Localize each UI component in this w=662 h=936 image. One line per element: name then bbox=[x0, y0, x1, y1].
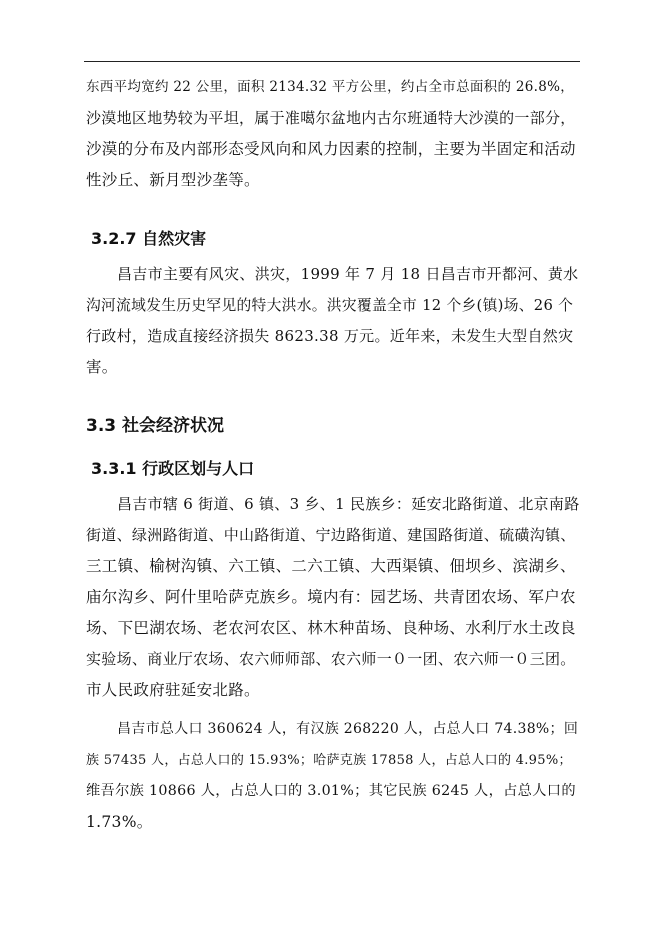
text-line: 1.73%。 bbox=[86, 813, 153, 831]
heading-3-2-7: 3.2.7 自然灾害 bbox=[91, 229, 207, 248]
heading-3-3: 3.3 社会经济状况 bbox=[86, 416, 225, 436]
text-line: 昌吉市辖 6 街道、6 镇、3 乡、1 民族乡：延安北路街道、北京南路 bbox=[117, 495, 580, 513]
heading-3-3-1: 3.3.1 行政区划与人口 bbox=[91, 459, 255, 478]
text-line: 东西平均宽约 22 公里，面积 2134.32 平方公里，约占全市总面积的 26.8%， bbox=[86, 79, 575, 95]
text-line: 市人民政府驻延安北路。 bbox=[86, 681, 260, 699]
admin-division-paragraph bbox=[86, 489, 580, 706]
page-content bbox=[86, 72, 580, 838]
population-paragraph bbox=[86, 714, 580, 838]
text-line: 沙漠的分布及内部形态受风向和风力因素的控制，主要为半固定和活动 bbox=[86, 140, 576, 158]
text-line: 沙漠地区地势较为平坦，属于准噶尔盆地内古尔班通特大沙漠的一部分， bbox=[86, 109, 576, 127]
text-line: 族 57435 人，占总人口的 15.93%；哈萨克族 17858 人，占总人口的 4.95%； bbox=[86, 753, 572, 768]
text-line: 三工镇、榆树沟镇、六工镇、二六工镇、大西渠镇、佃坝乡、滨湖乡、 bbox=[86, 557, 576, 575]
text-line: 昌吉市主要有风灾、洪灾，1999 年 7 月 18 日昌吉市开都河、黄水 bbox=[117, 265, 579, 283]
text-line: 沟河流域发生历史罕见的特大洪水。洪灾覆盖全市 12 个乡(镇)场、26 个 bbox=[86, 297, 574, 314]
text-line: 庙尔沟乡、阿什里哈萨克族乡。境内有：园艺场、共青团农场、军户农 bbox=[86, 588, 576, 606]
text-line: 行政村，造成直接经济损失 8623.38 万元。近年来，未发生大型自然灾 bbox=[86, 327, 574, 345]
text-line: 性沙丘、新月型沙垄等。 bbox=[86, 171, 260, 189]
intro-paragraph bbox=[86, 72, 580, 196]
text-line: 害。 bbox=[86, 358, 118, 376]
natural-disaster-paragraph bbox=[86, 259, 580, 383]
text-line: 维吾尔族 10866 人，占总人口的 3.01%；其它民族 6245 人，占总人口的 bbox=[86, 783, 576, 799]
text-line: 场、下巴湖农场、老农河农区、林木种苗场、良种场、水利厅水土改良 bbox=[86, 619, 576, 637]
text-line: 街道、绿洲路街道、中山路街道、宁边路街道、建国路街道、硫磺沟镇、 bbox=[86, 526, 576, 544]
text-line: 昌吉市总人口 360624 人，有汉族 268220 人，占总人口 74.38%；回 bbox=[117, 721, 579, 737]
text-line: 实验场、商业厅农场、农六师师部、农六师一０一团、农六师一０三团。 bbox=[86, 650, 576, 668]
header-rule bbox=[84, 61, 580, 62]
